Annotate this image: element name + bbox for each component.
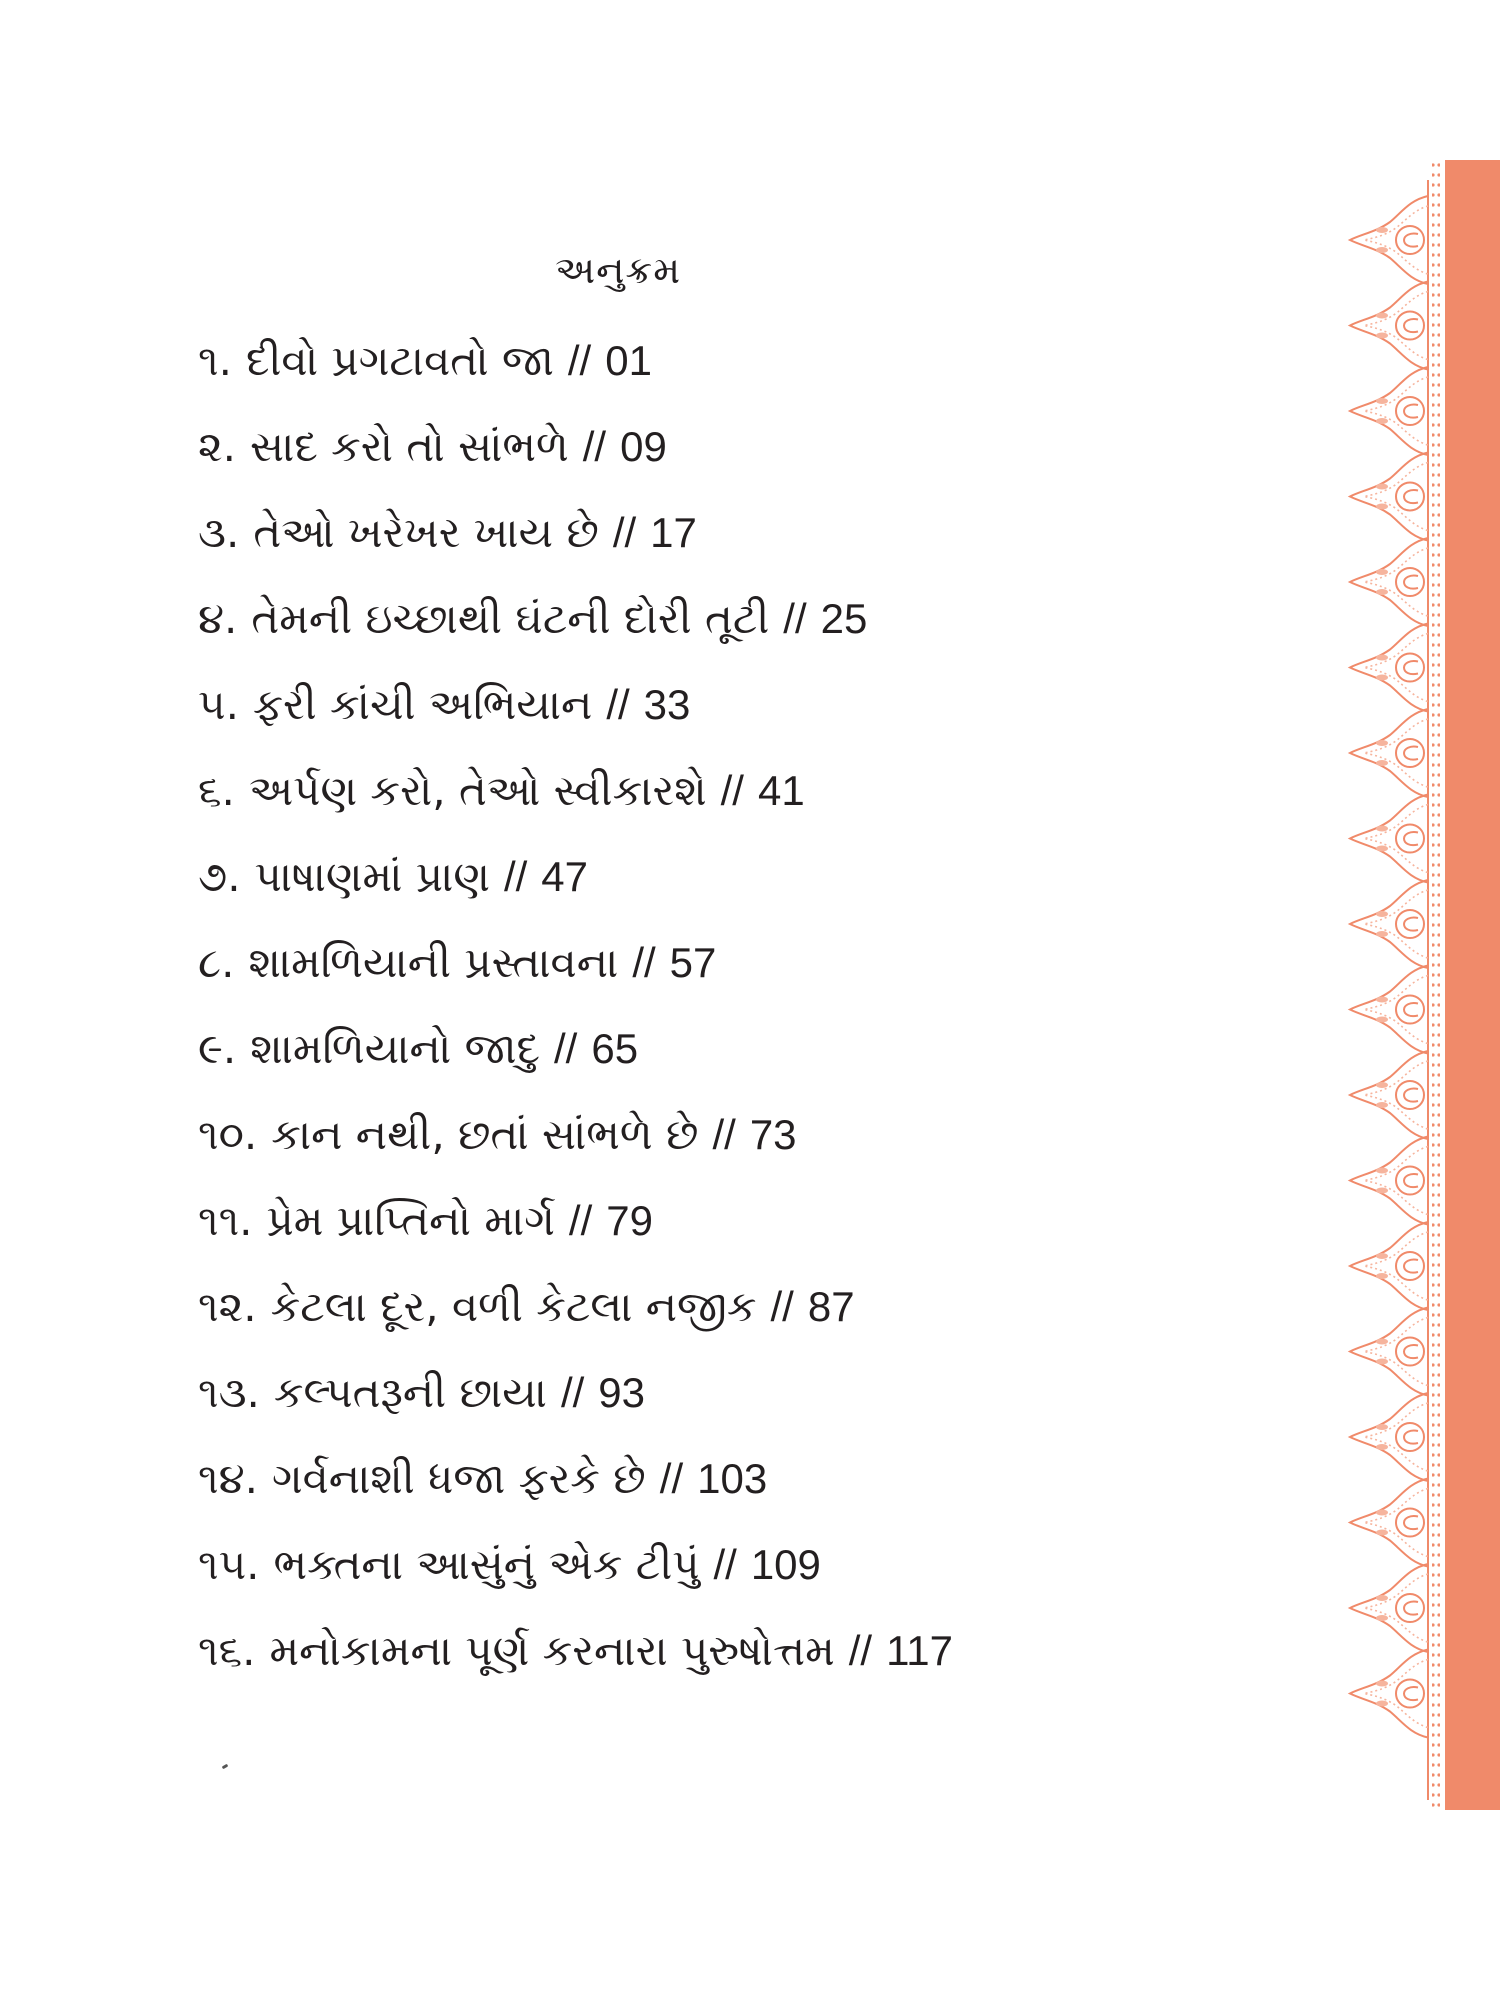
toc-entry-separator: // bbox=[567, 337, 592, 384]
toc-entry-number: ૧૫. bbox=[198, 1540, 260, 1589]
toc-entry-number: ૯. bbox=[198, 1024, 237, 1073]
toc-entry[interactable] bbox=[198, 834, 953, 920]
toc-entry-title: સાદ કરો તો સાંભળે bbox=[250, 422, 569, 471]
toc-entry-title: શામળિયાનો જાદુ bbox=[250, 1024, 541, 1073]
toc-entry-title: દીવો પ્રગટાવતો જા bbox=[245, 336, 554, 385]
toc-entry-title: કલ્પતરૂની છાયા bbox=[273, 1368, 547, 1417]
toc-entry-title: મનોકામના પૂર્ણ કરનારા પુરુષોત્તમ bbox=[269, 1626, 835, 1675]
toc-entry-separator: // bbox=[582, 423, 607, 470]
paisley-lotus-border-icon bbox=[1350, 1479, 1428, 1567]
toc-entry-page: 09 bbox=[620, 423, 667, 470]
toc-entry-page: 93 bbox=[598, 1369, 646, 1416]
toc-entry-number: ૧૨. bbox=[198, 1282, 257, 1331]
toc-entry[interactable] bbox=[198, 1006, 953, 1092]
toc-entry-number: ૧૦. bbox=[198, 1110, 258, 1159]
toc-entry-number: ૧૪. bbox=[198, 1454, 258, 1503]
toc-entry-page: 109 bbox=[750, 1541, 821, 1588]
paisley-lotus-border-icon bbox=[1350, 795, 1428, 883]
toc-entry-number: ૭. bbox=[198, 852, 241, 901]
toc-entry-separator: // bbox=[848, 1627, 873, 1674]
toc-entry[interactable] bbox=[198, 1350, 953, 1436]
toc-entry[interactable] bbox=[198, 490, 953, 576]
toc-entry[interactable] bbox=[198, 1436, 953, 1522]
toc-entry-title: ફરી કાંચી અભિયાન bbox=[252, 680, 593, 729]
paisley-lotus-border-icon bbox=[1350, 196, 1428, 284]
toc-entry-separator: // bbox=[560, 1369, 585, 1416]
paisley-lotus-border-icon bbox=[1350, 1222, 1428, 1310]
toc-entry-separator: // bbox=[720, 767, 744, 814]
toc-entry-title: પાષાણમાં પ્રાણ bbox=[254, 852, 490, 901]
toc-entry-page: 01 bbox=[605, 337, 652, 384]
toc-entry-separator: // bbox=[659, 1455, 684, 1502]
toc-entry-page: 103 bbox=[697, 1455, 768, 1502]
toc-entry[interactable] bbox=[198, 748, 953, 834]
paisley-lotus-border-icon bbox=[1350, 367, 1428, 455]
toc-entry-page: 47 bbox=[541, 853, 589, 900]
toc-entry-separator: // bbox=[503, 853, 528, 900]
toc-entry-separator: // bbox=[783, 595, 807, 642]
stray-ink-mark bbox=[222, 1764, 229, 1770]
toc-entry[interactable] bbox=[198, 1178, 953, 1264]
toc-entry-separator: // bbox=[713, 1541, 737, 1588]
toc-entry-number: ૧૧. bbox=[198, 1196, 253, 1245]
toc-entry-title: અર્પણ કરો, તેઓ સ્વીકારશે bbox=[248, 766, 707, 815]
toc-entry-page: 87 bbox=[807, 1283, 855, 1330]
paisley-lotus-border-icon bbox=[1350, 880, 1428, 968]
toc-entry-number: ૪. bbox=[198, 594, 238, 643]
toc-entry[interactable] bbox=[198, 1608, 953, 1694]
toc-entry-page: 33 bbox=[643, 681, 691, 728]
toc-entry-title: શામળિયાની પ્રસ્તાવના bbox=[248, 938, 619, 987]
toc-entry-number: ૬. bbox=[198, 766, 235, 815]
paisley-lotus-border-icon bbox=[1350, 453, 1428, 541]
toc-entry-page: 65 bbox=[591, 1025, 639, 1072]
paisley-lotus-border-icon bbox=[1350, 624, 1428, 712]
toc-entry[interactable] bbox=[198, 920, 953, 1006]
toc-entry-number: ૫. bbox=[198, 680, 239, 729]
toc-entry-page: 57 bbox=[669, 939, 717, 986]
paisley-lotus-border-icon bbox=[1350, 282, 1428, 370]
toc-entry[interactable] bbox=[198, 576, 953, 662]
toc-entry-page: 73 bbox=[749, 1111, 797, 1158]
border-strip bbox=[1445, 160, 1500, 1810]
toc-entry-page: 117 bbox=[886, 1627, 954, 1674]
toc-entry-number: ૧. bbox=[198, 336, 232, 385]
paisley-lotus-border-icon bbox=[1350, 1137, 1428, 1225]
toc-entry[interactable] bbox=[198, 1264, 953, 1350]
toc-entry-separator: // bbox=[606, 681, 630, 728]
toc-entry-number: ૧૬. bbox=[198, 1626, 256, 1675]
toc-entry-separator: // bbox=[712, 1111, 736, 1158]
toc-heading: અનુક્રમ bbox=[555, 248, 682, 292]
toc-entry-number: ૨. bbox=[198, 422, 237, 471]
toc-entry[interactable] bbox=[198, 1522, 953, 1608]
toc-entry-page: 25 bbox=[820, 595, 868, 642]
paisley-lotus-border-icon bbox=[1350, 709, 1428, 797]
toc-entry-separator: // bbox=[568, 1197, 593, 1244]
toc-entry-number: ૩. bbox=[198, 508, 240, 557]
toc-entry-page: 17 bbox=[650, 509, 697, 556]
toc-entry[interactable] bbox=[198, 662, 953, 748]
toc-entry-title: કેટલા દૂર, વળી કેટલા નજીક bbox=[270, 1282, 757, 1331]
paisley-lotus-border-icon bbox=[1350, 1393, 1428, 1481]
toc-entry-number: ૮. bbox=[198, 938, 235, 987]
toc-entry-title: તેમની ઇચ્છાથી ઘંટની દોરી તૂટી bbox=[251, 594, 770, 643]
toc-entry-page: 79 bbox=[606, 1197, 653, 1244]
border-dots bbox=[1432, 160, 1440, 1810]
toc-entry-separator: // bbox=[770, 1283, 794, 1330]
toc-entry-title: પ્રેમ પ્રાપ્તિનો માર્ગ bbox=[266, 1196, 555, 1245]
toc-entry-title: ભક્તના આસુંનું એક ટીપું bbox=[273, 1540, 700, 1589]
motif-group bbox=[1350, 196, 1428, 1738]
paisley-lotus-border-icon bbox=[1350, 966, 1428, 1054]
paisley-lotus-border-icon bbox=[1350, 1650, 1428, 1738]
toc-entry-separator: // bbox=[554, 1025, 578, 1072]
toc-entry-separator: // bbox=[612, 509, 637, 556]
toc-entry[interactable] bbox=[198, 404, 953, 490]
toc-entry-title: તેઓ ખરેખર ખાય છે bbox=[253, 508, 599, 557]
decorative-border bbox=[1310, 160, 1500, 1810]
toc-entry[interactable] bbox=[198, 1092, 953, 1178]
toc-entry-page: 41 bbox=[757, 767, 805, 814]
paisley-lotus-border-icon bbox=[1350, 1564, 1428, 1652]
paisley-lotus-border-icon bbox=[1350, 1051, 1428, 1139]
paisley-lotus-border-icon bbox=[1350, 538, 1428, 626]
toc-list bbox=[198, 318, 953, 1694]
toc-entry[interactable] bbox=[198, 318, 953, 404]
paisley-lotus-border-icon bbox=[1350, 1308, 1428, 1396]
toc-entry-separator: // bbox=[632, 939, 656, 986]
toc-entry-title: કાન નથી, છતાં સાંભળે છે bbox=[271, 1110, 699, 1159]
toc-entry-title: ગર્વનાશી ધજા ફરકે છે bbox=[271, 1454, 646, 1503]
toc-entry-number: ૧૩. bbox=[198, 1368, 260, 1417]
